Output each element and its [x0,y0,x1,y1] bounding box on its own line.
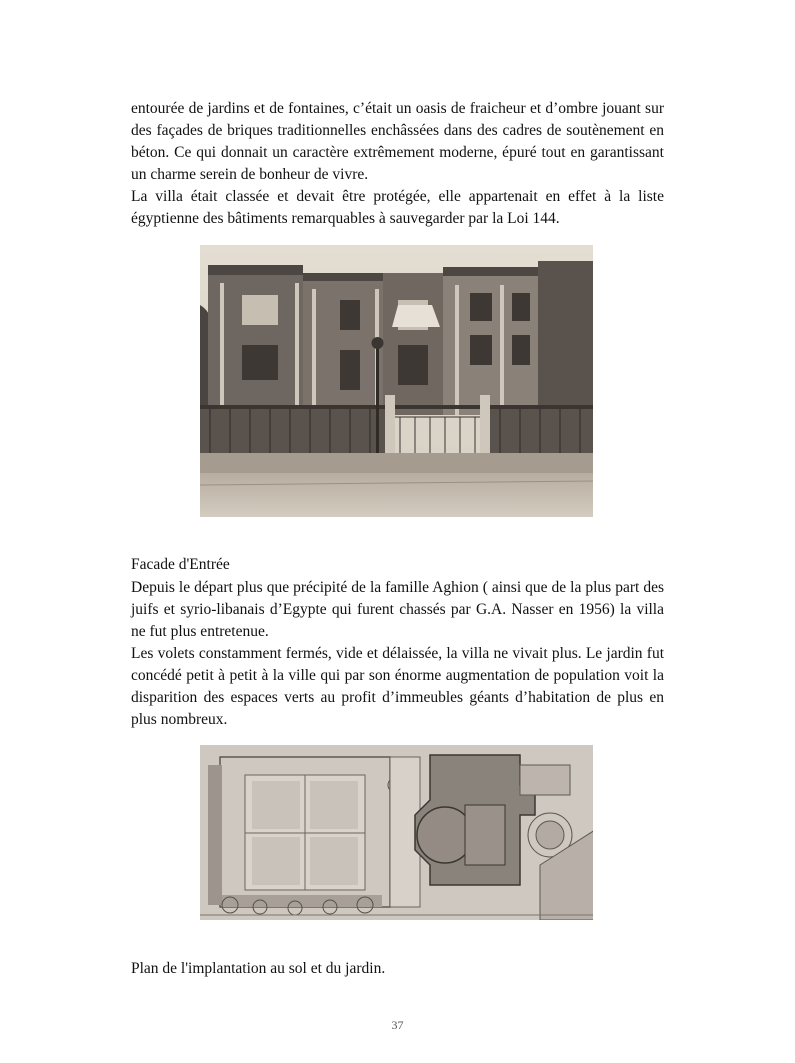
page-number: 37 [391,1018,404,1032]
facade-photo [200,245,593,517]
paragraph-classification: La villa était classée et devait être protégée, elle appartenait en effet à la liste égyptienne des bâtiments remarquables à sauvegarder par la Loi 144. [131,188,664,227]
paragraph-intro: entourée de jardins et de fontaines, c’était un oasis de fraicheur et d’ombre jouant sur des façades de briques traditionnelles enchâssées dans des cadres de soutènement en béton. Ce qui donnait un caractère extrêmement moderne, épuré tout en garantissant un charme serein de bonheur de vivre. [131,100,664,183]
paragraph-decline: Les volets constamment fermés, vide et délaissée, la villa ne vivait plus. Le jardin fut concédé petit à petit à la ville qui par son énorme augmentation de population voit la disparition des espaces verts au profit d’immeubles géants d’habitation de plus en plus nombreux. [131,645,664,728]
site-plan-drawing [200,745,593,920]
caption-facade: Facade d'Entrée [131,556,230,573]
caption-plan: Plan de l'implantation au sol et du jardin. [131,960,386,977]
paragraph-departure: Depuis le départ plus que précipité de la famille Aghion ( ainsi que de la plus part des juifs et syrio-libanais d’Egypte qui furent chassés par G.A. Nasser en 1956) la villa ne fut plus entretenue. [131,579,664,640]
